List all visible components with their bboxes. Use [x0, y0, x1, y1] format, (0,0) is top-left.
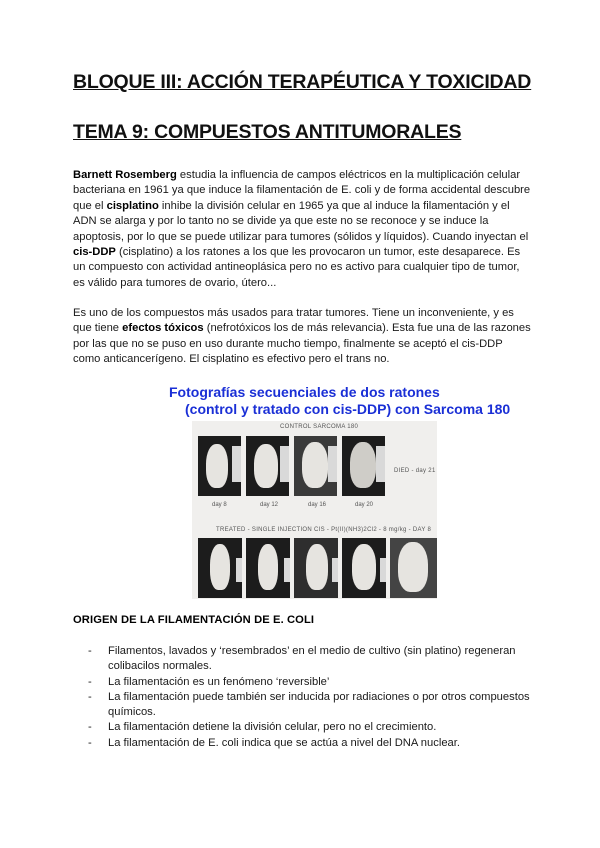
text-line: La filamentación detiene la división celular, pero no el crecimiento.: [108, 721, 437, 734]
text-line: [73, 337, 533, 352]
text-line: La filamentación de E. coli indica que se actúa a nivel del DNA nuclear.: [108, 736, 460, 749]
text-line: [73, 168, 533, 183]
text-span: (cisplatino) a los ratones a los que les provocaron un tumor, este desaparece. Es: [115, 246, 521, 259]
mouse-photo-figure: [160, 381, 511, 601]
day-label: day 12: [260, 502, 279, 508]
text-span: inhibe la división celular en 1965 ya que al induce la filamentación y el: [158, 199, 510, 212]
toxicity-paragraph: [73, 306, 533, 368]
treated-mouse-photo: [390, 538, 437, 598]
text-line: [73, 352, 533, 367]
treated-mouse-photo: [198, 538, 242, 598]
treated-caption: TREATED - SINGLE INJECTION CIS - Pt(II)(NH3)2Cl2 - 8 mg/kg - DAY 8: [216, 527, 432, 533]
day-label: day 8: [212, 502, 227, 508]
section-title: ORIGEN DE LA FILAMENTACIÓN DE E. COLI: [73, 614, 315, 626]
topic-heading: TEMA 9: COMPUESTOS ANTITUMORALES: [73, 121, 462, 143]
list-item: [88, 690, 538, 721]
text-span: que el: [73, 199, 107, 212]
text-span: que tiene: [73, 322, 123, 335]
text-span: Es uno de los compuestos más usados para tratar tumores. Tiene un inconveniente, y es: [73, 307, 514, 319]
text-span: (nefrotóxicos los de más relevancia). Esta fue una de las razones: [203, 322, 531, 335]
text-line: [73, 199, 533, 214]
text-line: colibacilos normales.: [108, 660, 212, 673]
dash-bullet-icon: -: [88, 690, 92, 703]
died-caption: DIED - day 21: [394, 468, 436, 474]
text-line: [73, 183, 533, 198]
day-label: day 16: [308, 502, 327, 508]
figure-title-line2: (control y tratado con cis-DDP) con Sarcoma 180: [185, 401, 511, 417]
text-span: es válido para tumores de ovario, útero...: [73, 276, 277, 289]
text-span: por las que no se puso en uso durante mucho tiempo, finalmente se aceptó el cis-DDP: [73, 337, 503, 350]
block-heading: BLOQUE III: ACCIÓN TERAPÉUTICA Y TOXICIDAD: [73, 71, 532, 93]
bold-term: cis-DDP: [73, 246, 116, 259]
text-line: Filamentos, lavados y ‘resembrados’ en el medio de cultivo (sin platino) regeneran: [108, 645, 516, 657]
figure-title-line1: Fotografías secuenciales de dos ratones: [169, 384, 440, 400]
list-item: [88, 644, 538, 675]
text-line: [73, 230, 533, 245]
bold-term: cisplatino: [106, 199, 159, 212]
day-label: day 20: [355, 502, 374, 508]
list-item: [88, 736, 538, 751]
dash-bullet-icon: -: [88, 736, 92, 749]
control-mouse-photo: [246, 436, 289, 496]
control-mouse-photo: [294, 436, 337, 496]
filamentation-list: [88, 644, 538, 751]
text-line: [73, 321, 533, 336]
treated-mouse-photo: [294, 538, 338, 598]
text-line: químicos.: [108, 706, 156, 719]
list-item: [88, 675, 538, 690]
list-item: [88, 720, 538, 735]
text-line: [73, 214, 533, 229]
text-span: ADN se alarga y por lo tanto no se divide ya que este no se reconoce y se induce la: [73, 215, 489, 228]
control-mouse-photo: [342, 436, 385, 496]
dash-bullet-icon: -: [88, 645, 92, 657]
treated-mouse-photo: [342, 538, 386, 598]
dash-bullet-icon: -: [88, 721, 92, 734]
text-line: [73, 245, 533, 260]
text-span: estudia la influencia de campos eléctricos en la multiplicación celular: [176, 169, 521, 181]
intro-paragraph: [73, 168, 533, 291]
text-line: La filamentación es un fenómeno ‘reversible’: [108, 675, 330, 688]
text-span: bacteriana en 1961 ya que induce la filamentación de E. coli y de forma accidental descubre: [73, 184, 531, 197]
bold-term: Barnett Rosemberg: [73, 169, 177, 181]
text-line: [73, 306, 533, 321]
text-span: apoptosis, por lo que se puede utilizar para tumores (sólidos y líquidos). Cuando inyectan el: [73, 230, 529, 243]
text-line: La filamentación puede también ser inducida por radiaciones o por otros compuestos: [108, 690, 530, 703]
control-mouse-photo: [198, 436, 241, 496]
dash-bullet-icon: -: [88, 675, 92, 688]
control-caption: CONTROL SARCOMA 180: [280, 424, 359, 430]
treated-mouse-photo: [246, 538, 290, 598]
text-line: [73, 260, 533, 275]
text-span: un compuesto con actividad antineoplásica pero no es activo para cualquier tipo de tumor,: [73, 261, 520, 274]
text-span: como anticancerígeno. El cisplatino es efectivo pero el trans no.: [73, 353, 390, 366]
text-line: [73, 276, 533, 291]
photo-panel: [192, 421, 437, 599]
bold-term: efectos tóxicos: [122, 322, 204, 335]
